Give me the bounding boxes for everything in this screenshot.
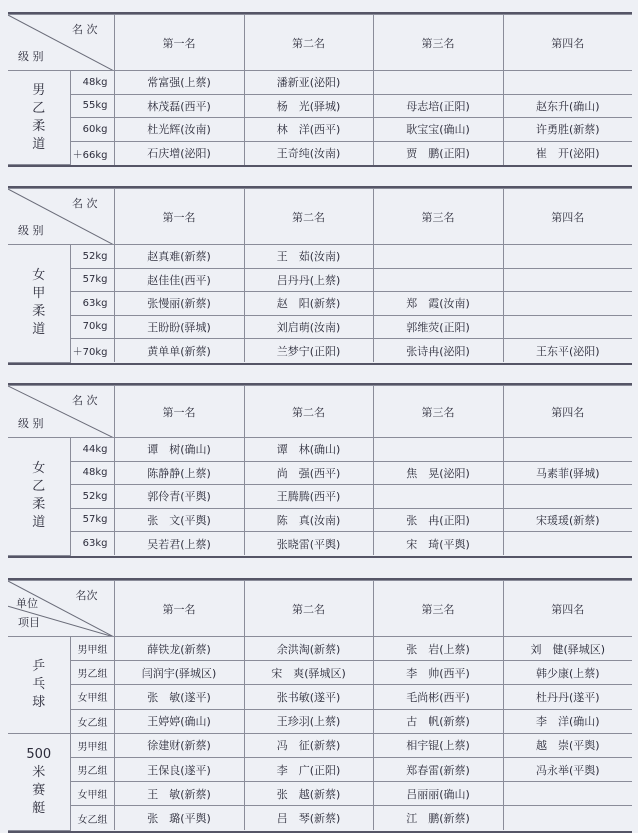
rank-header: 第四名 [503,189,632,245]
result-cell: 张 璐(平舆) [114,806,244,830]
corner-label-rank: 名 次 [72,197,98,210]
result-cell: 相宇锟(上蔡) [373,733,503,757]
result-cell: 林 洋(西平) [244,118,373,142]
result-cell: 刘启萌(汝南) [244,315,373,339]
category-cell [8,438,70,556]
table-row [8,141,632,165]
result-cell: 王 敏(新蔡) [114,782,244,806]
table-row [8,709,632,733]
result-cell: 闫润宇(驿城区) [114,661,244,685]
table-row [8,245,632,269]
result-cell: 张诗冉(泌阳) [373,339,503,363]
result-cell: 张晓雷(平舆) [244,532,373,556]
result-cell: 母志培(正阳) [373,94,503,118]
category-label: 500 米 赛 艇 [26,746,52,816]
weight-class: 55kg [70,94,114,118]
results-table-4 [8,578,632,833]
rank-header: 第四名 [503,386,632,438]
table-row [8,438,632,462]
table-row [8,71,632,95]
result-cell: 冯 征(新蔡) [244,733,373,757]
result-cell: 李 帅(西平) [373,661,503,685]
result-cell: 薛铁龙(新蔡) [114,637,244,661]
corner-cell [8,386,114,438]
result-cell: 张 冉(正阳) [373,508,503,532]
result-cell: 郑 霞(汝南) [373,292,503,316]
rank-header: 第四名 [503,15,632,71]
result-cell: 潘新亚(泌阳) [244,71,373,95]
weight-class: 52kg [70,485,114,509]
result-cell [373,71,503,95]
result-cell: 石庆增(泌阳) [114,141,244,165]
result-cell [503,71,632,95]
rank-header: 第二名 [244,189,373,245]
corner-label-category: 级 别 [18,417,44,430]
weight-class: 57kg [70,508,114,532]
result-cell: 宋瑗瑗(新蔡) [503,508,632,532]
weight-class: 男甲组 [70,637,114,661]
result-cell [373,438,503,462]
weight-class: 男甲组 [70,733,114,757]
corner-label-unit: 单位 [16,597,38,610]
result-cell: 吕 琴(新蔡) [244,806,373,830]
result-cell [503,532,632,556]
weight-class: 女甲组 [70,685,114,709]
corner-label-rank: 名 次 [72,23,98,36]
header-row [8,386,632,438]
result-cell: 韩少康(上蔡) [503,661,632,685]
category-cell [8,71,70,165]
table-row [8,661,632,685]
weight-class: 60kg [70,118,114,142]
result-cell: 耿宝宝(确山) [373,118,503,142]
table-row [8,637,632,661]
result-cell: 张 敏(遂平) [114,685,244,709]
result-cell: 张 越(新蔡) [244,782,373,806]
table-row [8,268,632,292]
result-cell: 杜丹丹(遂平) [503,685,632,709]
result-cell: 杨 光(驿城) [244,94,373,118]
table-row [8,118,632,142]
table-row [8,292,632,316]
result-cell: 黄单单(新蔡) [114,339,244,363]
result-cell [503,268,632,292]
result-cell: 李 广(正阳) [244,757,373,781]
result-cell: 王东平(泌阳) [503,339,632,363]
result-cell: 陈静静(上蔡) [114,461,244,485]
result-cell: 张慢丽(新蔡) [114,292,244,316]
result-cell: 郑春雷(新蔡) [373,757,503,781]
result-cell: 王腾腾(西平) [244,485,373,509]
weight-class: 44kg [70,438,114,462]
category-label: 女 甲 柔 道 [32,268,46,338]
result-cell: 郭维荧(正阳) [373,315,503,339]
category-cell [8,733,70,830]
corner-label-category: 级 别 [18,50,44,63]
corner-label-rank: 名次 [75,589,98,602]
results-grid [8,580,632,831]
weight-class: 男乙组 [70,661,114,685]
result-cell: 古 帆(新蔡) [373,709,503,733]
result-cell [503,315,632,339]
table-row [8,461,632,485]
rank-header: 第二名 [244,15,373,71]
result-cell: 毛尚彬(西平) [373,685,503,709]
weight-class: 48kg [70,71,114,95]
results-table-2 [8,186,632,365]
result-cell [503,782,632,806]
weight-class: 女乙组 [70,806,114,830]
table-row [8,94,632,118]
category-label: 男 乙 柔 道 [32,82,46,152]
results-grid [8,188,632,363]
table-row [8,757,632,781]
result-cell: 王 茹(汝南) [244,245,373,269]
corner-cell [8,189,114,245]
results-grid [8,385,632,556]
result-cell: 许勇胜(新蔡) [503,118,632,142]
result-cell: 陈 真(汝南) [244,508,373,532]
rank-header: 第三名 [373,581,503,637]
results-grid [8,14,632,165]
result-cell: 吕丽丽(确山) [373,782,503,806]
result-cell: 张书敏(遂平) [244,685,373,709]
header-row [8,15,632,71]
result-cell: 张 文(平舆) [114,508,244,532]
weight-class: 男乙组 [70,757,114,781]
weight-class: 57kg [70,268,114,292]
result-cell: 越 崇(平舆) [503,733,632,757]
category-label: 乒 乓 球 [32,658,46,710]
corner-label-category: 级 别 [18,224,44,237]
result-cell [373,245,503,269]
result-cell: 李 洋(确山) [503,709,632,733]
results-table-1 [8,12,632,167]
table-row [8,532,632,556]
result-cell: 江 鹏(新蔡) [373,806,503,830]
rank-header: 第一名 [114,581,244,637]
result-cell: 崔 开(泌阳) [503,141,632,165]
table-row [8,806,632,830]
result-cell: 贾 鹏(正阳) [373,141,503,165]
table-row [8,685,632,709]
result-cell: 兰梦宁(正阳) [244,339,373,363]
result-cell: 徐建财(新蔡) [114,733,244,757]
weight-class: 52kg [70,245,114,269]
result-cell [503,485,632,509]
result-cell: 王奇纯(汝南) [244,141,373,165]
result-cell: 王保良(遂平) [114,757,244,781]
result-cell: 赵 阳(新蔡) [244,292,373,316]
weight-class: 63kg [70,292,114,316]
table-row [8,315,632,339]
weight-class: 女乙组 [70,709,114,733]
result-cell: 马素菲(驿城) [503,461,632,485]
rank-header: 第三名 [373,386,503,438]
rank-header: 第三名 [373,15,503,71]
result-cell: 焦 晃(泌阳) [373,461,503,485]
rank-header: 第一名 [114,386,244,438]
table-row [8,782,632,806]
rank-header: 第一名 [114,15,244,71]
result-cell [503,245,632,269]
result-cell: 王婷婷(确山) [114,709,244,733]
category-cell [8,245,70,363]
result-cell: 宋 爽(驿城区) [244,661,373,685]
weight-class: 女甲组 [70,782,114,806]
results-table-3 [8,383,632,558]
result-cell: 杜光辉(汝南) [114,118,244,142]
result-cell: 谭 树(确山) [114,438,244,462]
header-row [8,189,632,245]
rank-header: 第二名 [244,386,373,438]
result-cell: 吕丹丹(上蔡) [244,268,373,292]
result-cell: 林茂磊(西平) [114,94,244,118]
result-cell: 张 岩(上蔡) [373,637,503,661]
result-cell: 刘 健(驿城区) [503,637,632,661]
rank-header: 第一名 [114,189,244,245]
weight-class: 48kg [70,461,114,485]
table-row [8,339,632,363]
category-cell [8,637,70,734]
rank-header: 第三名 [373,189,503,245]
result-cell [503,438,632,462]
weight-class: 63kg [70,532,114,556]
corner-label-rank: 名 次 [72,394,98,407]
header-row [8,581,632,637]
table-row [8,508,632,532]
result-cell [503,806,632,830]
result-cell: 尚 强(西平) [244,461,373,485]
weight-class: 70kg [70,315,114,339]
corner-label-category: 项目 [18,616,40,629]
result-cell: 冯永举(平舆) [503,757,632,781]
table-row [8,485,632,509]
result-cell [503,292,632,316]
result-cell: 常富强(上蔡) [114,71,244,95]
result-cell: 吴若君(上蔡) [114,532,244,556]
table-row [8,733,632,757]
result-cell: 王珍羽(上蔡) [244,709,373,733]
result-cell: 赵真难(新蔡) [114,245,244,269]
category-label: 女 乙 柔 道 [32,461,46,531]
result-cell: 郭伶青(平舆) [114,485,244,509]
corner-cell [8,15,114,71]
rank-header: 第四名 [503,581,632,637]
result-cell: 余洪淘(新蔡) [244,637,373,661]
corner-cell [8,581,114,637]
result-cell: 赵东升(确山) [503,94,632,118]
result-cell [373,268,503,292]
result-cell: 谭 林(确山) [244,438,373,462]
result-cell: 赵佳佳(西平) [114,268,244,292]
result-cell: 宋 琦(平舆) [373,532,503,556]
weight-class: ＋70kg [70,339,114,363]
weight-class: ＋66kg [70,141,114,165]
result-cell [373,485,503,509]
rank-header: 第二名 [244,581,373,637]
result-cell: 王盼盼(驿城) [114,315,244,339]
